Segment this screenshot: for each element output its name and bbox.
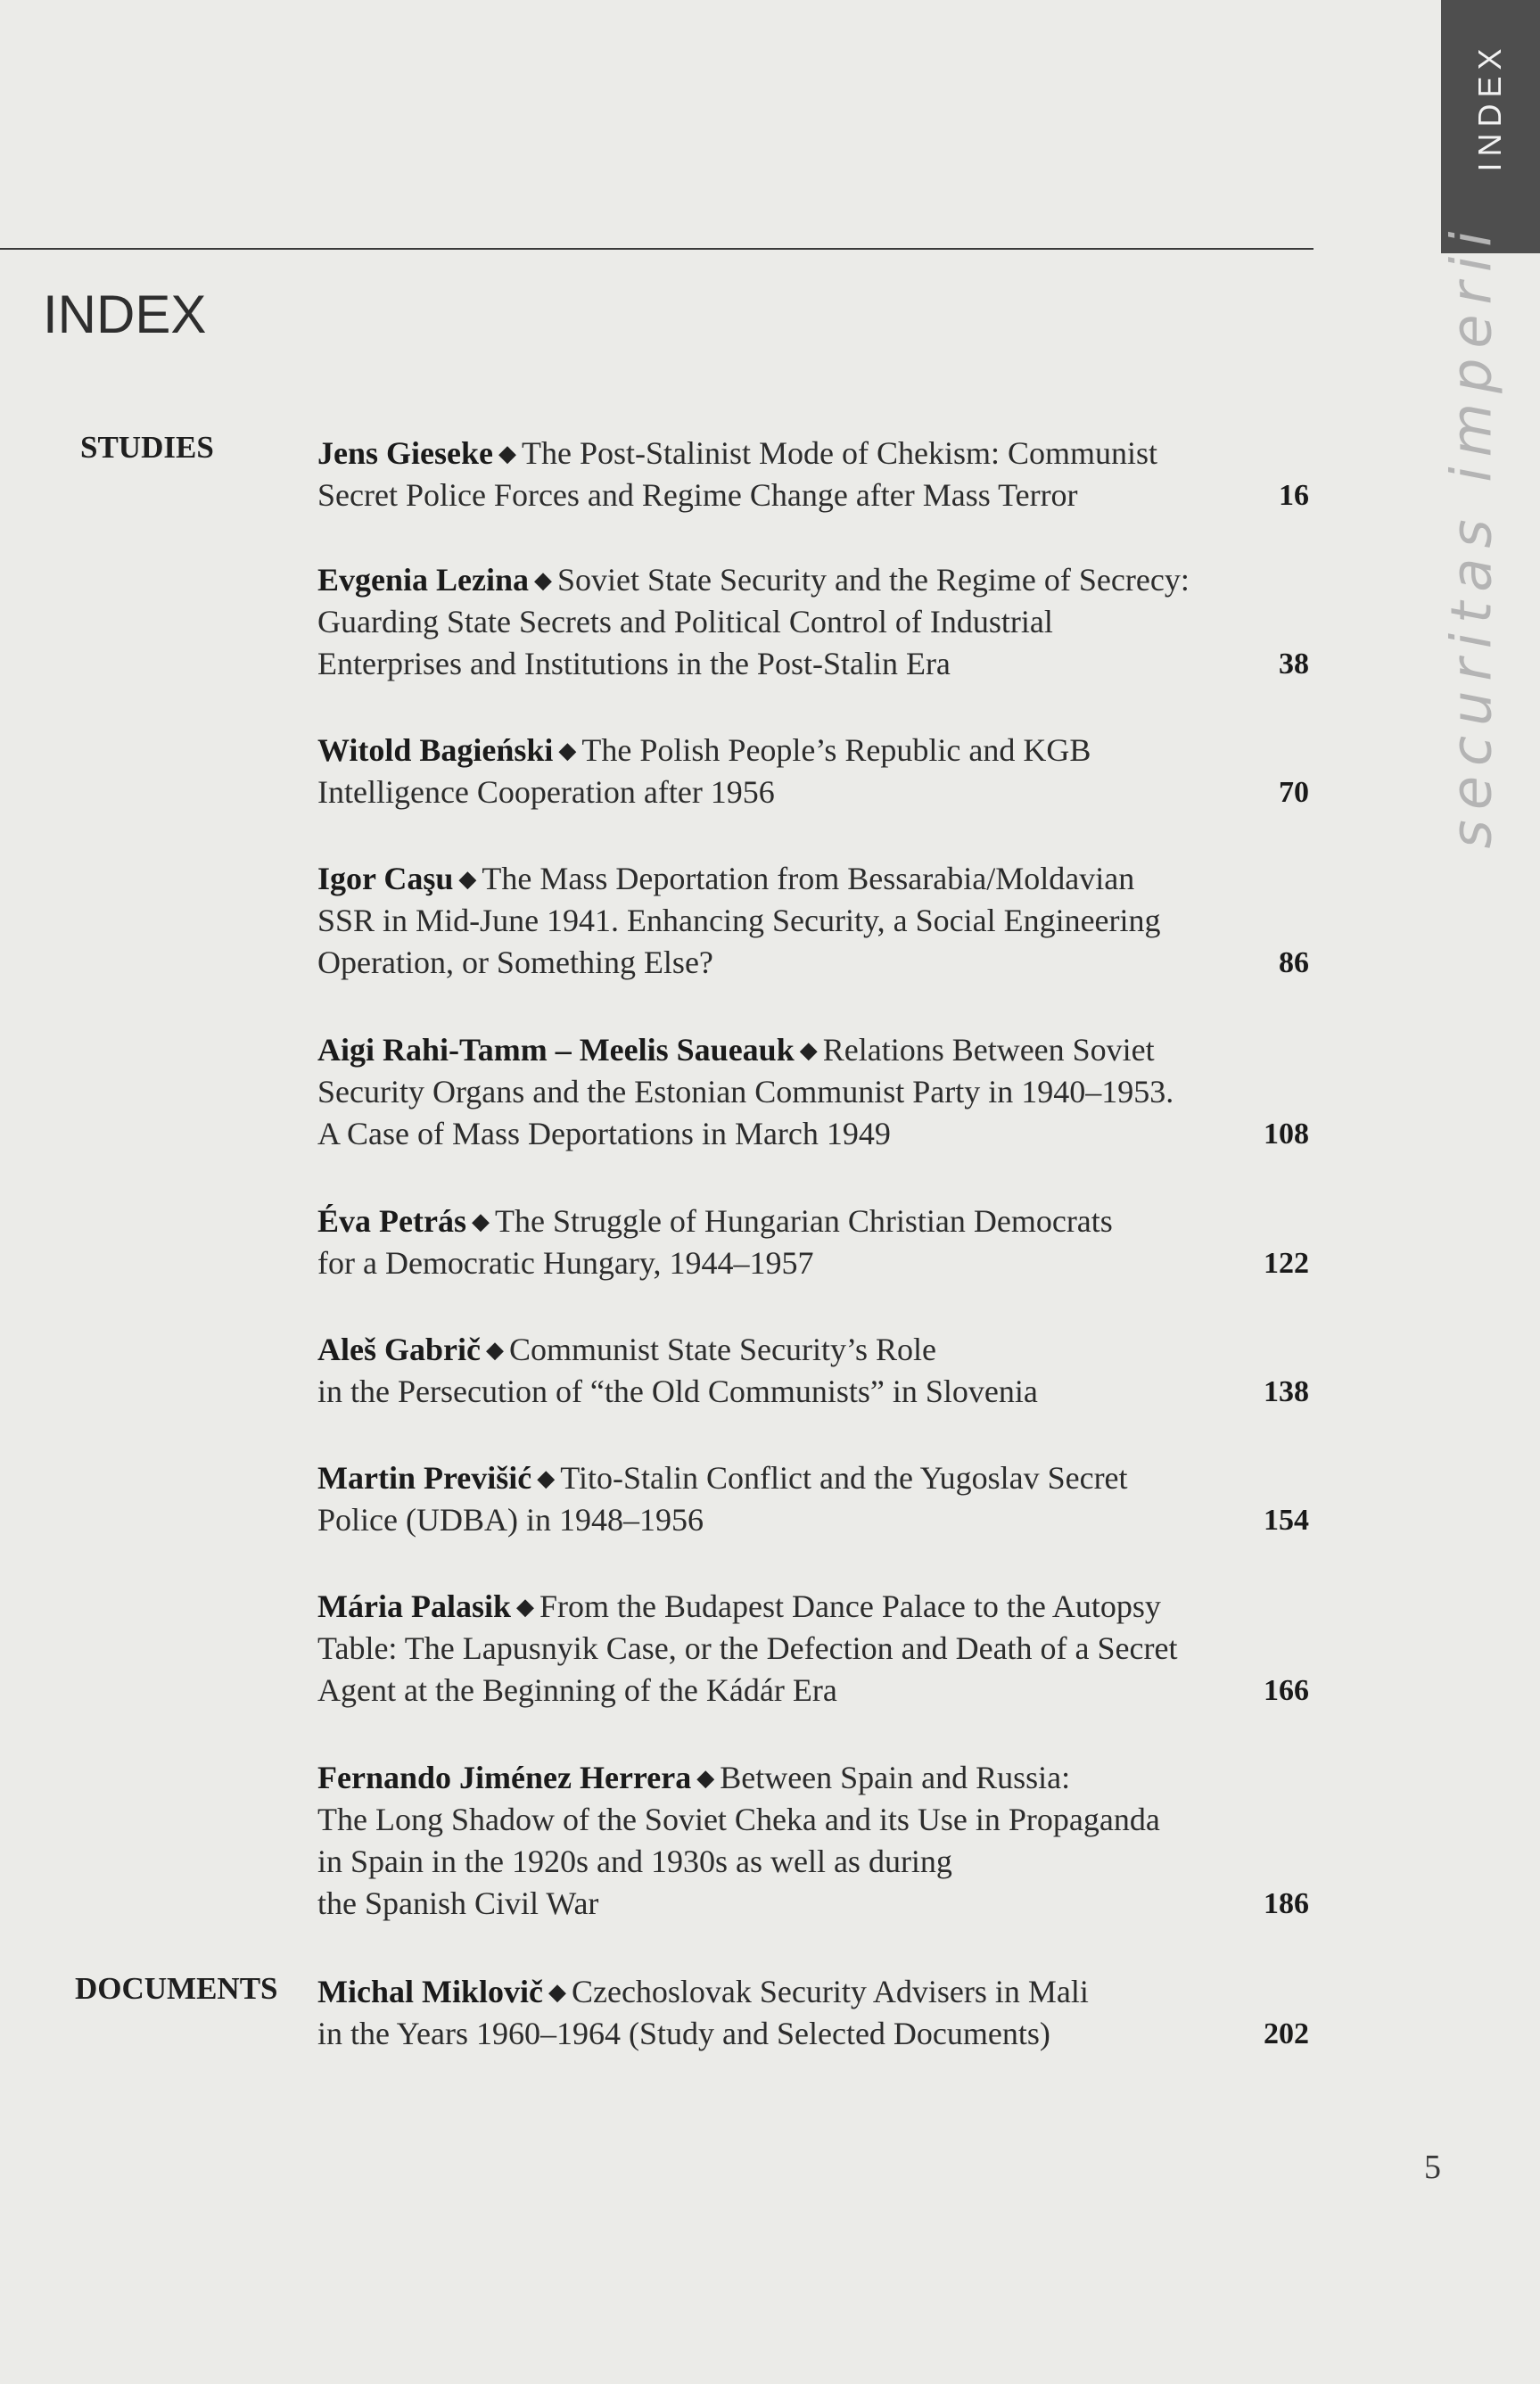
entry-title-line: The Struggle of Hungarian Christian Democrats	[494, 1203, 1113, 1239]
entry-title-line: The Mass Deportation from Bessarabia/Moldavian	[482, 861, 1135, 896]
index-entry	[317, 1329, 1309, 1413]
entry-page-number: 70	[1279, 776, 1309, 809]
entry-page-number: 186	[1264, 1887, 1309, 1920]
entry-title-line: The Post-Stalinist Mode of Chekism: Communist	[521, 435, 1158, 471]
diamond-icon: ◆	[498, 441, 516, 466]
entry-author: Witold Bagieński	[317, 732, 554, 768]
top-rule	[0, 248, 1314, 250]
entry-author: Éva Petrás	[317, 1203, 466, 1239]
entry-title-line: in the Persecution of “the Old Communists” in Slovenia	[317, 1373, 1038, 1409]
index-entry	[317, 559, 1309, 685]
entry-title-line: SSR in Mid-June 1941. Enhancing Security, a Social Engineering	[317, 903, 1161, 938]
index-entry	[317, 1971, 1309, 2055]
entry-title-line: Czechoslovak Security Advisers in Mali	[571, 1974, 1089, 2009]
entry-title-line: Intelligence Cooperation after 1956	[317, 774, 775, 810]
index-entry	[317, 1586, 1309, 1712]
diamond-icon: ◆	[458, 866, 477, 892]
index-entry	[317, 1757, 1309, 1925]
journal-side-title: securitas imperii	[1438, 221, 1504, 849]
diamond-icon: ◆	[515, 1594, 534, 1620]
diamond-icon: ◆	[485, 1337, 504, 1363]
entry-title-line: Between Spain and Russia:	[720, 1760, 1071, 1795]
index-entry	[317, 1029, 1309, 1155]
diamond-icon: ◆	[537, 1465, 556, 1491]
diamond-icon: ◆	[696, 1765, 715, 1791]
entry-author: Aleš Gabrič	[317, 1332, 481, 1367]
entry-author: Martin Previšić	[317, 1460, 532, 1496]
entry-title-line: in Spain in the 1920s and 1930s as well as during	[317, 1844, 952, 1879]
entry-page-number: 108	[1264, 1118, 1309, 1151]
entry-title-line: Table: The Lapusnyik Case, or the Defection and Death of a Secret	[317, 1630, 1178, 1666]
entry-title-line: Security Organs and the Estonian Communist Party in 1940–1953.	[317, 1074, 1174, 1110]
entry-author: Aigi Rahi-Tamm – Meelis Saueauk	[317, 1032, 795, 1068]
index-entry	[317, 730, 1309, 813]
diamond-icon: ◆	[558, 738, 577, 763]
index-entry	[317, 1457, 1309, 1541]
entry-author: Igor Caşu	[317, 861, 454, 896]
diamond-icon: ◆	[471, 1208, 490, 1234]
entry-author: Mária Palasik	[317, 1588, 511, 1624]
entry-author: Evgenia Lezina	[317, 562, 530, 598]
entry-title-line: for a Democratic Hungary, 1944–1957	[317, 1245, 814, 1281]
entry-title-line: Secret Police Forces and Regime Change after Mass Terror	[317, 477, 1078, 513]
entry-page-number: 154	[1264, 1504, 1309, 1537]
entry-title-line: The Long Shadow of the Soviet Cheka and its Use in Propaganda	[317, 1802, 1160, 1837]
entry-page-number: 166	[1264, 1674, 1309, 1707]
entry-author: Fernando Jiménez Herrera	[317, 1760, 692, 1795]
section-label-documents: DOCUMENTS	[75, 1971, 278, 2006]
index-entry	[317, 1200, 1309, 1284]
entry-title-line: Agent at the Beginning of the Kádár Era	[317, 1672, 837, 1708]
entry-title-line: Police (UDBA) in 1948–1956	[317, 1502, 704, 1538]
entry-title-line: Guarding State Secrets and Political Control of Industrial	[317, 604, 1053, 639]
entry-title-line: Soviet State Security and the Regime of Secrecy:	[557, 562, 1190, 598]
page-number: 5	[1424, 2149, 1441, 2186]
entry-author: Jens Gieseke	[317, 435, 493, 471]
index-entry	[317, 858, 1309, 984]
entry-title-line: The Polish People’s Republic and KGB	[581, 732, 1091, 768]
entry-page-number: 138	[1264, 1375, 1309, 1408]
entry-page-number: 122	[1264, 1247, 1309, 1280]
entry-title-line: Communist State Security’s Role	[508, 1332, 936, 1367]
entry-title-line: Tito-Stalin Conflict and the Yugoslav Secret	[560, 1460, 1128, 1496]
entry-title-line: Operation, or Something Else?	[317, 945, 713, 980]
diamond-icon: ◆	[799, 1037, 818, 1063]
entry-page-number: 86	[1279, 946, 1309, 979]
entry-title-line: A Case of Mass Deportations in March 1949	[317, 1116, 891, 1151]
diamond-icon: ◆	[534, 567, 553, 593]
entry-title-line: Relations Between Soviet	[822, 1032, 1155, 1068]
entry-author: Michal Miklovič	[317, 1974, 543, 2009]
section-label-studies: STUDIES	[80, 430, 214, 465]
page-title: INDEX	[43, 285, 207, 344]
entry-page-number: 38	[1279, 648, 1309, 681]
entry-title-line: From the Budapest Dance Palace to the Autopsy	[539, 1588, 1161, 1624]
entry-title-line: the Spanish Civil War	[317, 1885, 599, 1921]
index-entry	[317, 433, 1309, 516]
entry-page-number: 16	[1279, 479, 1309, 512]
entry-title-line: in the Years 1960–1964 (Study and Selected Documents)	[317, 2016, 1050, 2051]
entry-page-number: 202	[1264, 2017, 1309, 2050]
index-tab-label: INDEX	[1471, 42, 1508, 172]
diamond-icon: ◆	[548, 1979, 566, 2005]
entry-title-line: Enterprises and Institutions in the Post-Stalin Era	[317, 646, 951, 681]
